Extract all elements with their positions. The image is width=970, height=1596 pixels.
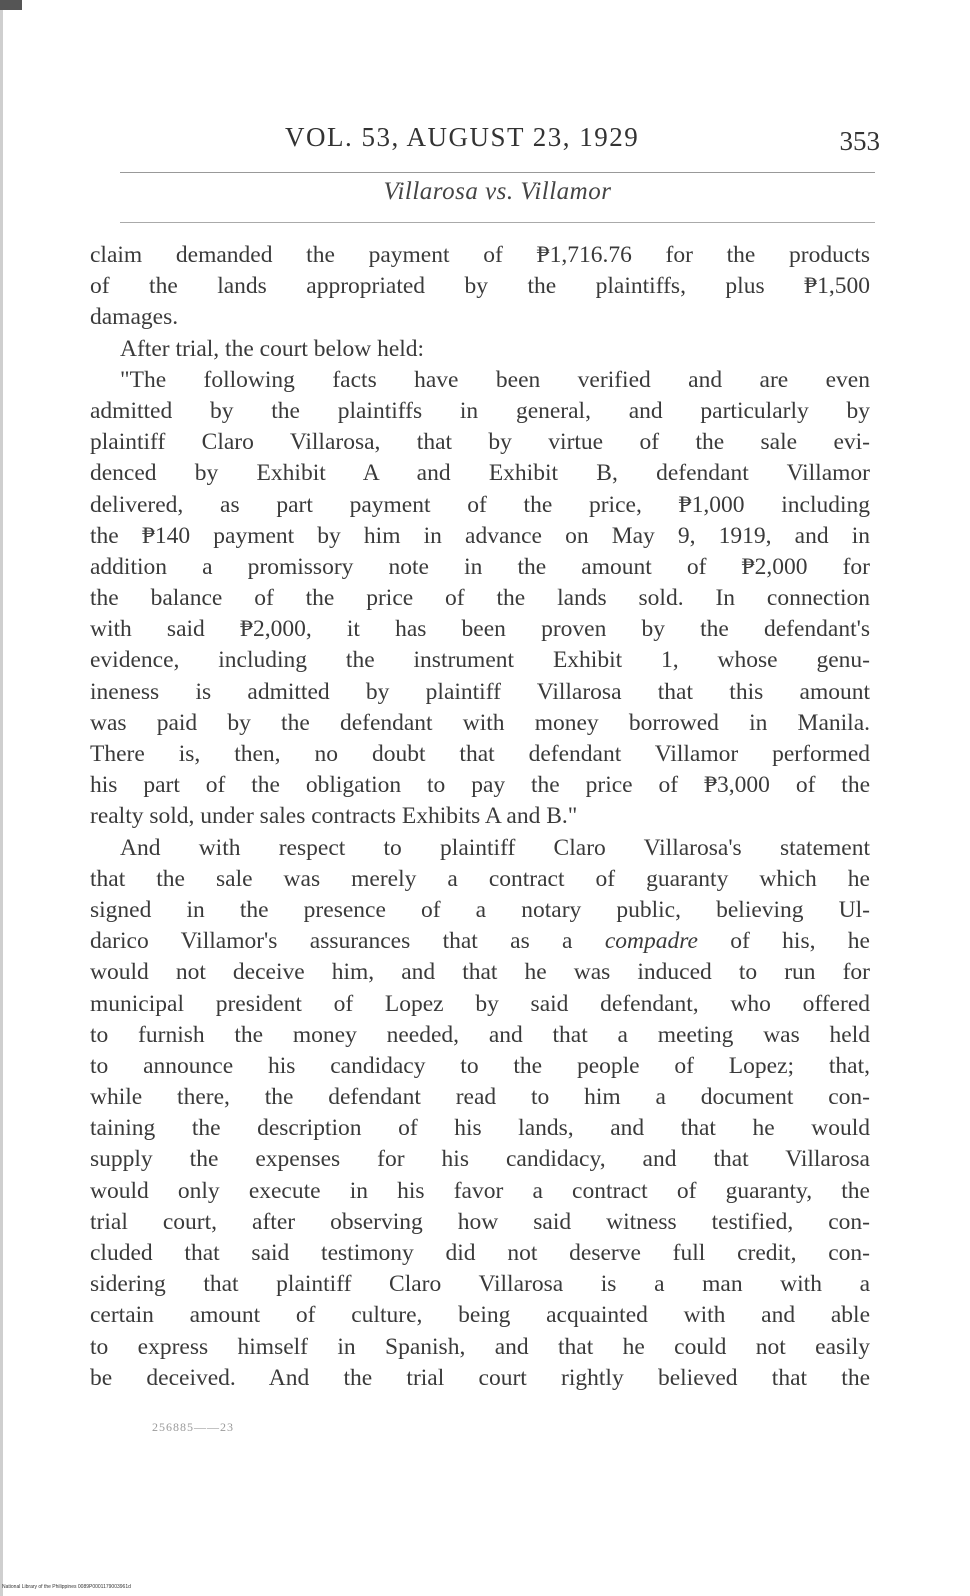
scan-footer-credit: National Library of the Philippines 0089P0001179003961d <box>2 1584 131 1590</box>
body-line: And with respect to plaintiff Claro Villarosa's statement <box>120 834 870 861</box>
header-rule-top <box>120 172 875 173</box>
body-line: denced by Exhibit A and Exhibit B, defendant Villamor <box>90 460 870 487</box>
body-line: would only execute in his favor a contract of guaranty, the <box>90 1177 870 1204</box>
body-text <box>90 240 870 1394</box>
body-line: to furnish the money needed, and that a meeting was held <box>90 1021 870 1048</box>
body-line: admitted by the plaintiffs in general, and particularly by <box>90 397 870 424</box>
body-line: evidence, including the instrument Exhibit 1, whose genu- <box>90 647 870 674</box>
body-line: trial court, after observing how said witness testified, con- <box>90 1208 870 1235</box>
body-line: After trial, the court below held: <box>120 335 425 362</box>
body-line: realty sold, under sales contracts Exhibits A and B." <box>90 803 578 830</box>
body-line: There is, then, no doubt that defendant Villamor performed <box>90 741 870 767</box>
body-line: of the lands appropriated by the plaintiffs, plus ₱1,500 <box>90 273 870 300</box>
body-line: plaintiff Claro Villarosa, that by virtue of the sale evi- <box>90 429 870 456</box>
body-line: be deceived. And the trial court rightly believed that the <box>90 1364 870 1391</box>
page-number: 353 <box>839 126 880 156</box>
body-line: darico Villamor's assurances that as a compadre of his, he <box>90 928 870 955</box>
body-line: damages. <box>90 304 179 331</box>
header-rule-bottom <box>120 222 875 223</box>
body-line: cluded that said testimony did not deserve full credit, con- <box>90 1240 870 1266</box>
body-line: signed in the presence of a notary public, believing Ul- <box>90 896 870 923</box>
body-line: ineness is admitted by plaintiff Villarosa that this amount <box>90 678 870 705</box>
body-line: certain amount of culture, being acquainted with and able <box>90 1302 870 1329</box>
body-line: municipal president of Lopez by said defendant, who offered <box>90 990 870 1017</box>
body-line: that the sale was merely a contract of guaranty which he <box>90 865 870 892</box>
body-line: supply the expenses for his candidacy, and that Villarosa <box>90 1146 870 1173</box>
body-line: to announce his candidacy to the people of Lopez; that, <box>90 1052 870 1079</box>
body-line: the ₱140 payment by him in advance on May 9, 1919, and in <box>90 522 870 549</box>
running-head <box>120 122 880 162</box>
body-line: to express himself in Spanish, and that he could not easily <box>90 1333 870 1360</box>
printer-signature-mark: 256885——23 <box>152 1420 234 1434</box>
body-line: his part of the obligation to pay the price of ₱3,000 of the <box>90 772 870 799</box>
scan-edge <box>0 0 3 1596</box>
body-line: with said ₱2,000, it has been proven by the defendant's <box>90 616 870 643</box>
body-line: addition a promissory note in the amount of ₱2,000 for <box>90 553 870 580</box>
journal-volume-date: VOL. 53, AUGUST 23, 1929 <box>285 122 640 152</box>
case-title: Villarosa vs. Villamor <box>383 178 612 205</box>
body-line: while there, the defendant read to him a document con- <box>90 1084 870 1111</box>
body-line: taining the description of his lands, and that he would <box>90 1115 870 1142</box>
body-line: was paid by the defendant with money borrowed in Manila. <box>90 709 870 736</box>
italic-term: compadre <box>604 928 698 955</box>
body-line: claim demanded the payment of ₱1,716.76 for the products <box>90 242 870 268</box>
body-line: the balance of the price of the lands sold. In connection <box>90 585 870 612</box>
body-line: would not deceive him, and that he was induced to run for <box>90 959 870 986</box>
scan-corner-mark <box>0 0 22 10</box>
body-line: "The following facts have been verified and are even <box>120 366 870 393</box>
body-line: delivered, as part payment of the price, ₱1,000 including <box>90 491 870 518</box>
body-line: sidering that plaintiff Claro Villarosa is a man with a <box>90 1271 870 1298</box>
